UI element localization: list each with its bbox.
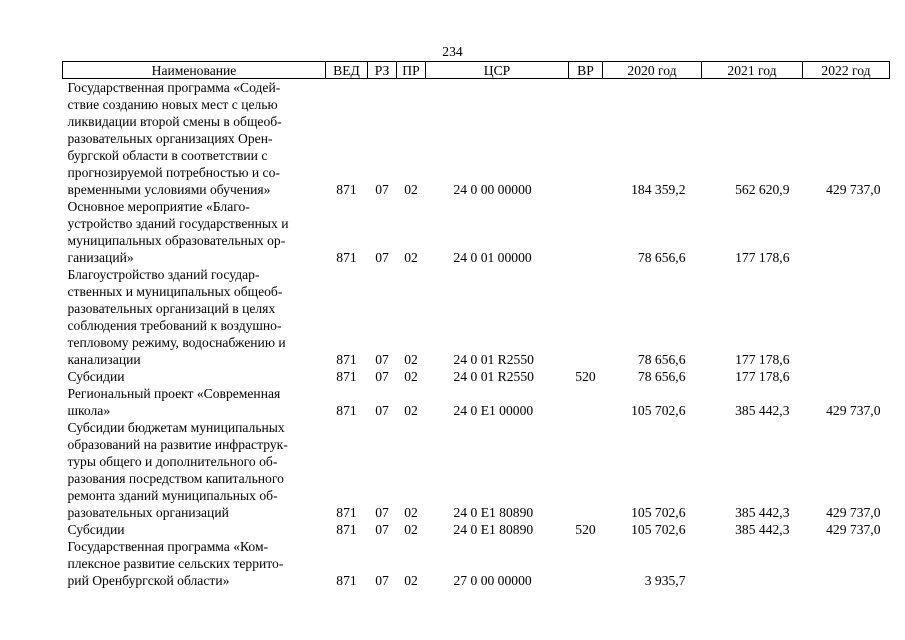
row-name-line: бургской области в соответствии с [67,148,268,163]
table-row [63,266,890,368]
cell-2022 [803,538,890,589]
column-header-2022: 2022 год [803,62,890,79]
cell-vr [569,79,603,199]
table-row [63,419,890,521]
row-name-line: ликвидации второй смены в общеоб- [67,114,282,129]
cell-2022 [803,198,890,266]
row-name-line: Субсидии [67,522,125,537]
row-name [63,368,326,385]
cell-rz: 07 [375,369,389,384]
column-header-2020: 2020 год [603,62,702,79]
cell-2020: 105 702,6 [631,505,686,520]
cell-ved: 871 [336,369,357,384]
row-name-line: Основное мероприятие «Благо- [67,199,250,214]
cell-csr: 24 0 00 00000 [453,182,532,197]
cell-vr: 520 [575,369,596,384]
table-header-row [63,62,890,79]
cell-ved: 871 [336,403,357,418]
row-name-line: образований на развитие инфраструк- [67,437,288,452]
cell-csr: 24 0 E1 80890 [453,505,534,520]
cell-2022: 429 737,0 [826,403,881,418]
cell-csr: 24 0 01 00000 [453,250,532,265]
cell-2020: 105 702,6 [631,522,686,537]
cell-vr: 520 [575,522,596,537]
row-name-line: ремонта зданий муниципальных об- [67,488,278,503]
cell-2021: 177 178,6 [735,352,790,367]
row-name-line: канализации [67,352,141,367]
cell-pr: 02 [404,505,418,520]
cell-2020: 78 656,6 [637,250,686,265]
row-name-line: разовательных организаций в целях [67,301,276,316]
row-name-line: Региональный проект «Современная [67,386,281,401]
row-name-line: ганизаций» [67,250,134,265]
cell-2022: 429 737,0 [826,505,881,520]
row-name [63,419,326,521]
cell-2021: 385 442,3 [735,522,790,537]
cell-rz: 07 [375,522,389,537]
cell-2022: 429 737,0 [826,182,881,197]
row-name [63,266,326,368]
cell-rz: 07 [375,505,389,520]
table-row [63,385,890,419]
cell-ved: 871 [336,182,357,197]
cell-pr: 02 [404,369,418,384]
cell-ved: 871 [336,505,357,520]
cell-2020: 78 656,6 [637,369,686,384]
cell-vr [569,538,603,589]
column-header-name: Наименование [63,62,326,79]
cell-vr [569,266,603,368]
row-name-line: разовательных организациях Орен- [67,131,273,146]
cell-2021: 177 178,6 [735,250,790,265]
row-name-line: устройство зданий государственных и [67,216,289,231]
row-name-line: Субсидии [67,369,125,384]
cell-csr: 27 0 00 00000 [453,573,532,588]
page-number: 234 [442,44,463,59]
cell-ved: 871 [336,250,357,265]
row-name [63,385,326,419]
cell-2021 [702,538,803,589]
cell-pr: 02 [404,573,418,588]
row-name-line: тепловому режиму, водоснабжению и [67,335,286,350]
table-row [63,368,890,385]
row-name-line: временными условиями обучения» [67,182,271,197]
table-row [63,521,890,538]
cell-vr [569,419,603,521]
column-header-2021: 2021 год [702,62,803,79]
column-header-csr: ЦСР [426,62,569,79]
row-name [63,198,326,266]
row-name-line: Субсидии бюджетам муниципальных [67,420,285,435]
table-row [63,198,890,266]
row-name-line: Государственная программа «Ком- [67,539,269,554]
row-name-line: муниципальных образовательных ор- [67,233,286,248]
cell-2020: 184 359,2 [631,182,686,197]
cell-rz: 07 [375,403,389,418]
cell-ved: 871 [336,352,357,367]
row-name-line: прогнозируемой потребностью и со- [67,165,280,180]
cell-pr: 02 [404,403,418,418]
cell-pr: 02 [404,250,418,265]
cell-2020: 78 656,6 [637,352,686,367]
column-header-pr: ПР [397,62,426,79]
row-name-line: школа» [67,403,111,418]
cell-ved: 871 [336,573,357,588]
row-name-line: разования посредством капитального [67,471,284,486]
row-name [63,538,326,589]
cell-2022: 429 737,0 [826,522,881,537]
cell-csr: 24 0 E1 00000 [453,403,534,418]
row-name [63,521,326,538]
cell-rz: 07 [375,250,389,265]
cell-pr: 02 [404,352,418,367]
cell-ved: 871 [336,522,357,537]
cell-2022 [803,368,890,385]
cell-2021: 385 442,3 [735,505,790,520]
cell-rz: 07 [375,573,389,588]
cell-pr: 02 [404,182,418,197]
cell-2021: 177 178,6 [735,369,790,384]
row-name-line: ствие созданию новых мест с целью [67,97,278,112]
cell-csr: 24 0 01 R2550 [453,352,534,367]
cell-2021: 562 620,9 [735,182,790,197]
row-name [63,79,326,199]
row-name-line: рий Оренбургской области» [67,573,230,588]
row-name-line: Благоустройство зданий государ- [67,267,260,282]
cell-2020: 3 935,7 [644,573,686,588]
cell-rz: 07 [375,352,389,367]
cell-vr [569,198,603,266]
cell-vr [569,385,603,419]
cell-csr: 24 0 E1 80890 [453,522,534,537]
row-name-line: ственных и муниципальных общеоб- [67,284,283,299]
cell-rz: 07 [375,182,389,197]
row-name-line: разовательных организаций [67,505,229,520]
cell-csr: 24 0 01 R2550 [453,369,534,384]
cell-pr: 02 [404,522,418,537]
cell-2021: 385 442,3 [735,403,790,418]
row-name-line: соблюдения требований к воздушно- [67,318,282,333]
cell-2020: 105 702,6 [631,403,686,418]
row-name-line: Государственная программа «Содей- [67,80,281,95]
row-name-line: плексное развитие сельских террито- [67,556,284,571]
budget-table [62,61,890,589]
column-header-vr: ВР [569,62,603,79]
column-header-ved: ВЕД [326,62,368,79]
cell-2022 [803,266,890,368]
column-header-rz: РЗ [368,62,397,79]
table-row [63,79,890,199]
row-name-line: туры общего и дополнительного об- [67,454,278,469]
table-row [63,538,890,589]
